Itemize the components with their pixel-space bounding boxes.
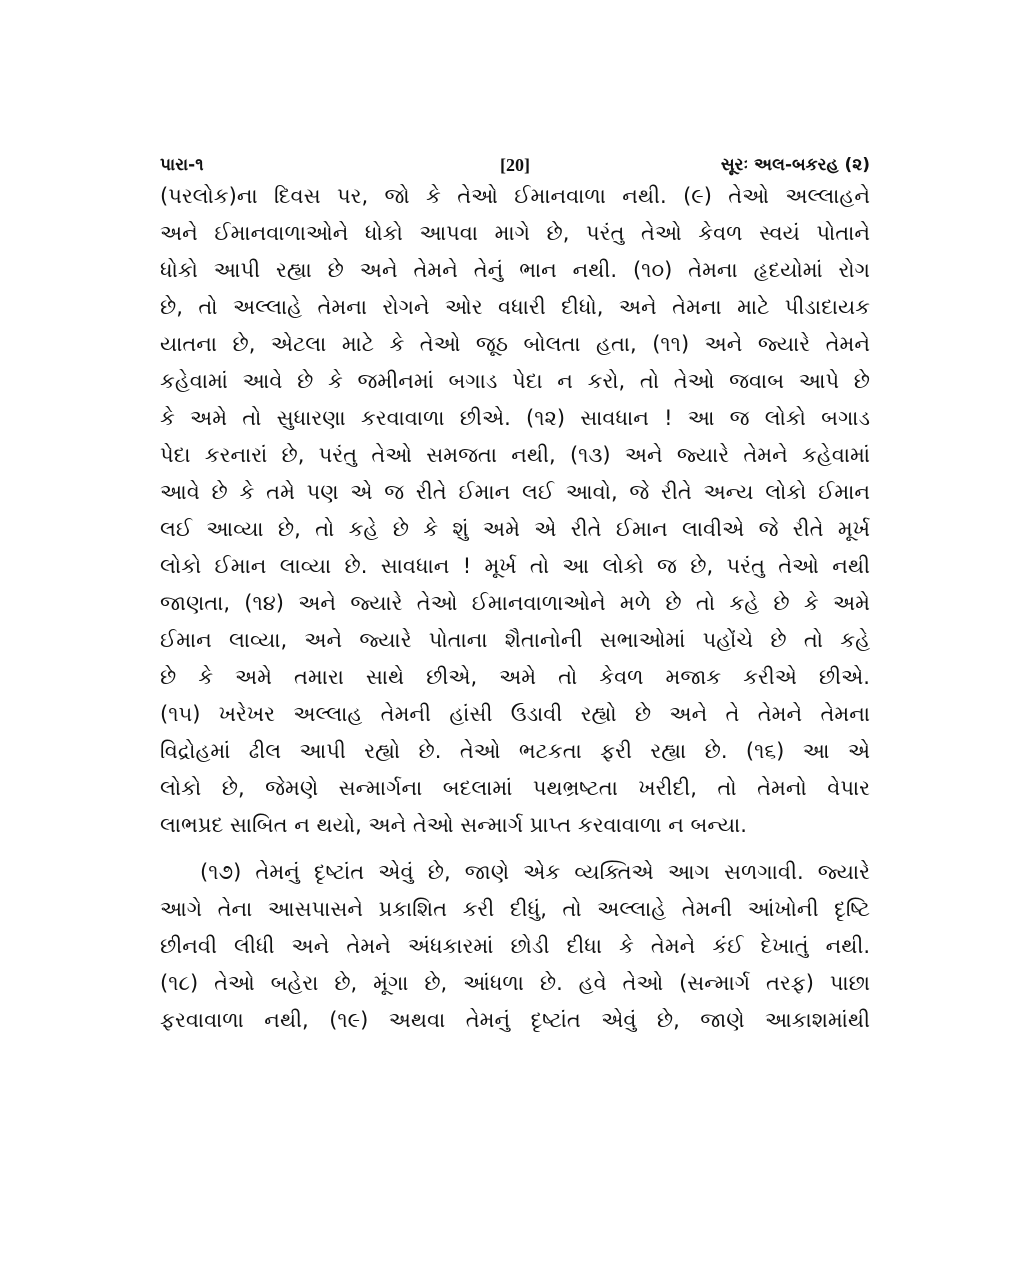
text-line: (૧૫) ખરેખર અલ્લાહ તેમની હાંસી ઉડાવી રહ્યો છે અને તે તેમને તેમના bbox=[160, 702, 870, 726]
text-line: જાણતા, (૧૪) અને જ્યારે તેઓ ઈમાનવાળાઓને મળે છે તો કહે છે કે અમે bbox=[160, 591, 870, 615]
text-line: ધોકો આપી રહ્યા છે અને તેમને તેનું ભાન નથી. (૧૦) તેમના હૃદયોમાં રોગ bbox=[160, 258, 870, 282]
text-line: (૧૮) તેઓ બહેરા છે, મૂંગા છે, આંધળા છે. હવે તેઓ (સન્માર્ગ તરફ) પાછા bbox=[160, 971, 870, 995]
text-line: કહેવામાં આવે છે કે જમીનમાં બગાડ પેદા ન કરો, તો તેઓ જવાબ આપે છે bbox=[160, 369, 870, 393]
text-line: કે અમે તો સુધારણા કરવાવાળા છીએ. (૧૨) સાવધાન ! આ જ લોકો બગાડ bbox=[160, 406, 870, 430]
text-line: લાભપ્રદ સાબિત ન થયો, અને તેઓ સન્માર્ગ પ્રાપ્ત કરવાવાળા ન બન્યા. bbox=[160, 813, 747, 837]
paragraph-2 bbox=[160, 854, 870, 1039]
text-line: લોકો છે, જેમણે સન્માર્ગના બદલામાં પથભ્રષ્ટતા ખરીદી, તો તેમનો વેપાર bbox=[160, 776, 870, 800]
text-line: લઈ આવ્યા છે, તો કહે છે કે શું અમે એ રીતે ઈમાન લાવીએ જે રીતે મૂર્ખ bbox=[160, 517, 870, 541]
text-line: આવે છે કે તમે પણ એ જ રીતે ઈમાન લઈ આવો, જે રીતે અન્ય લોકો ઈમાન bbox=[160, 480, 870, 504]
text-line: લોકો ઈમાન લાવ્યા છે. સાવધાન ! મૂર્ખ તો આ લોકો જ છે, પરંતુ તેઓ નથી bbox=[160, 554, 870, 578]
para-number: પારા-૧ bbox=[160, 155, 204, 175]
text-line: (૧૭) તેમનું દૃષ્ટાંત એવું છે, જાણે એક વ્યક્તિએ આગ સળગાવી. જ્યારે bbox=[200, 860, 870, 884]
surah-title: સૂરઃ અલ-બકરહ (૨) bbox=[720, 155, 870, 175]
running-head bbox=[160, 152, 870, 178]
text-line: ઈમાન લાવ્યા, અને જ્યારે પોતાના શૈતાનોની સભાઓમાં પહોંચે છે તો કહે bbox=[160, 628, 870, 652]
text-line: છે, તો અલ્લાહે તેમના રોગને ઓર વધારી દીધો, અને તેમના માટે પીડાદાયક bbox=[160, 295, 870, 319]
text-line: પેદા કરનારાં છે, પરંતુ તેઓ સમજતા નથી, (૧૩) અને જ્યારે તેમને કહેવામાં bbox=[160, 443, 870, 467]
book-page bbox=[160, 152, 870, 1039]
text-line: અને ઈમાનવાળાઓને ધોકો આપવા માગે છે, પરંતુ તેઓ કેવળ સ્વયં પોતાને bbox=[160, 221, 870, 245]
text-line: ફરવાવાળા નથી, (૧૯) અથવા તેમનું દૃષ્ટાંત એવું છે, જાણે આકાશમાંથી bbox=[160, 1008, 870, 1032]
text-line: છીનવી લીધી અને તેમને અંધકારમાં છોડી દીધા કે તેમને કંઈ દેખાતું નથી. bbox=[160, 934, 870, 958]
text-line: (પરલોક)ના દિવસ પર, જો કે તેઓ ઈમાનવાળા નથી. (૯) તેઓ અલ્લાહને bbox=[160, 184, 870, 208]
paragraph-1 bbox=[160, 178, 870, 844]
page-number: [20] bbox=[500, 155, 530, 175]
text-line: વિદ્રોહમાં ઢીલ આપી રહ્યો છે. તેઓ ભટકતા ફરી રહ્યા છે. (૧૬) આ એ bbox=[160, 739, 870, 763]
text-line: યાતના છે, એટલા માટે કે તેઓ જૂઠ બોલતા હતા, (૧૧) અને જ્યારે તેમને bbox=[160, 332, 870, 356]
text-line: છે કે અમે તમારા સાથે છીએ, અમે તો કેવળ મજાક કરીએ છીએ. bbox=[160, 665, 870, 689]
text-line: આગે તેના આસપાસને પ્રકાશિત કરી દીધું, તો અલ્લાહે તેમની આંખોની દૃષ્ટિ bbox=[160, 897, 870, 921]
